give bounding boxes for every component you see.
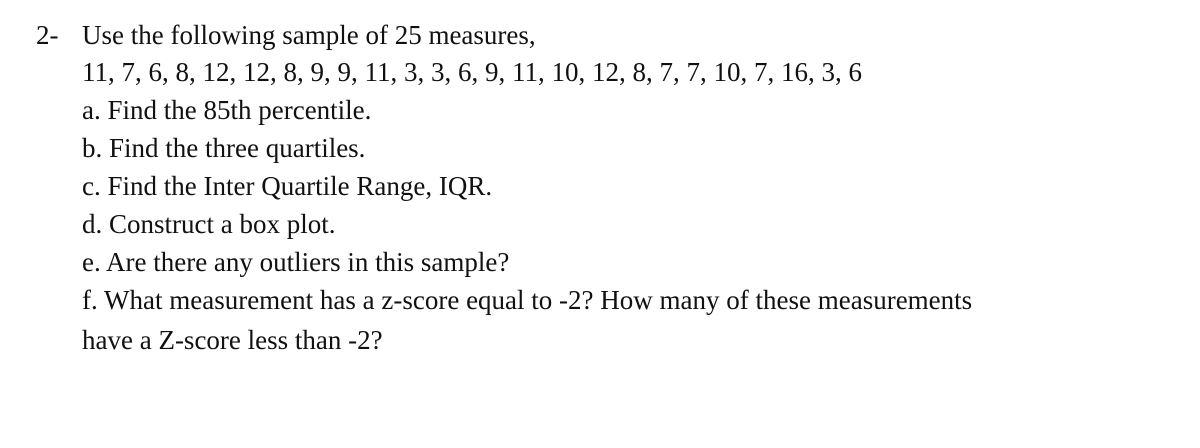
part-a: a. Find the 85th percentile. bbox=[82, 95, 372, 125]
problem-intro: Use the following sample of 25 measures, bbox=[82, 20, 536, 50]
part-f-line-2: have a Z-score less than -2? bbox=[82, 325, 383, 355]
part-e: e. Are there any outliers in this sample? bbox=[82, 247, 510, 277]
problem-body bbox=[82, 53, 1182, 359]
part-f-line-1: f. What measurement has a z-score equal to -2? How many of these measurements bbox=[82, 285, 973, 315]
part-d: d. Construct a box plot. bbox=[82, 209, 336, 239]
sample-data-line: 11, 7, 6, 8, 12, 12, 8, 9, 9, 11, 3, 3, 6, 9, 11, 10, 12, 8, 7, 7, 10, 7, 16, 3, 6 bbox=[82, 57, 862, 87]
part-c: c. Find the Inter Quartile Range, IQR. bbox=[82, 171, 493, 201]
part-b: b. Find the three quartiles. bbox=[82, 133, 366, 163]
problem-number: 2- bbox=[36, 20, 59, 50]
